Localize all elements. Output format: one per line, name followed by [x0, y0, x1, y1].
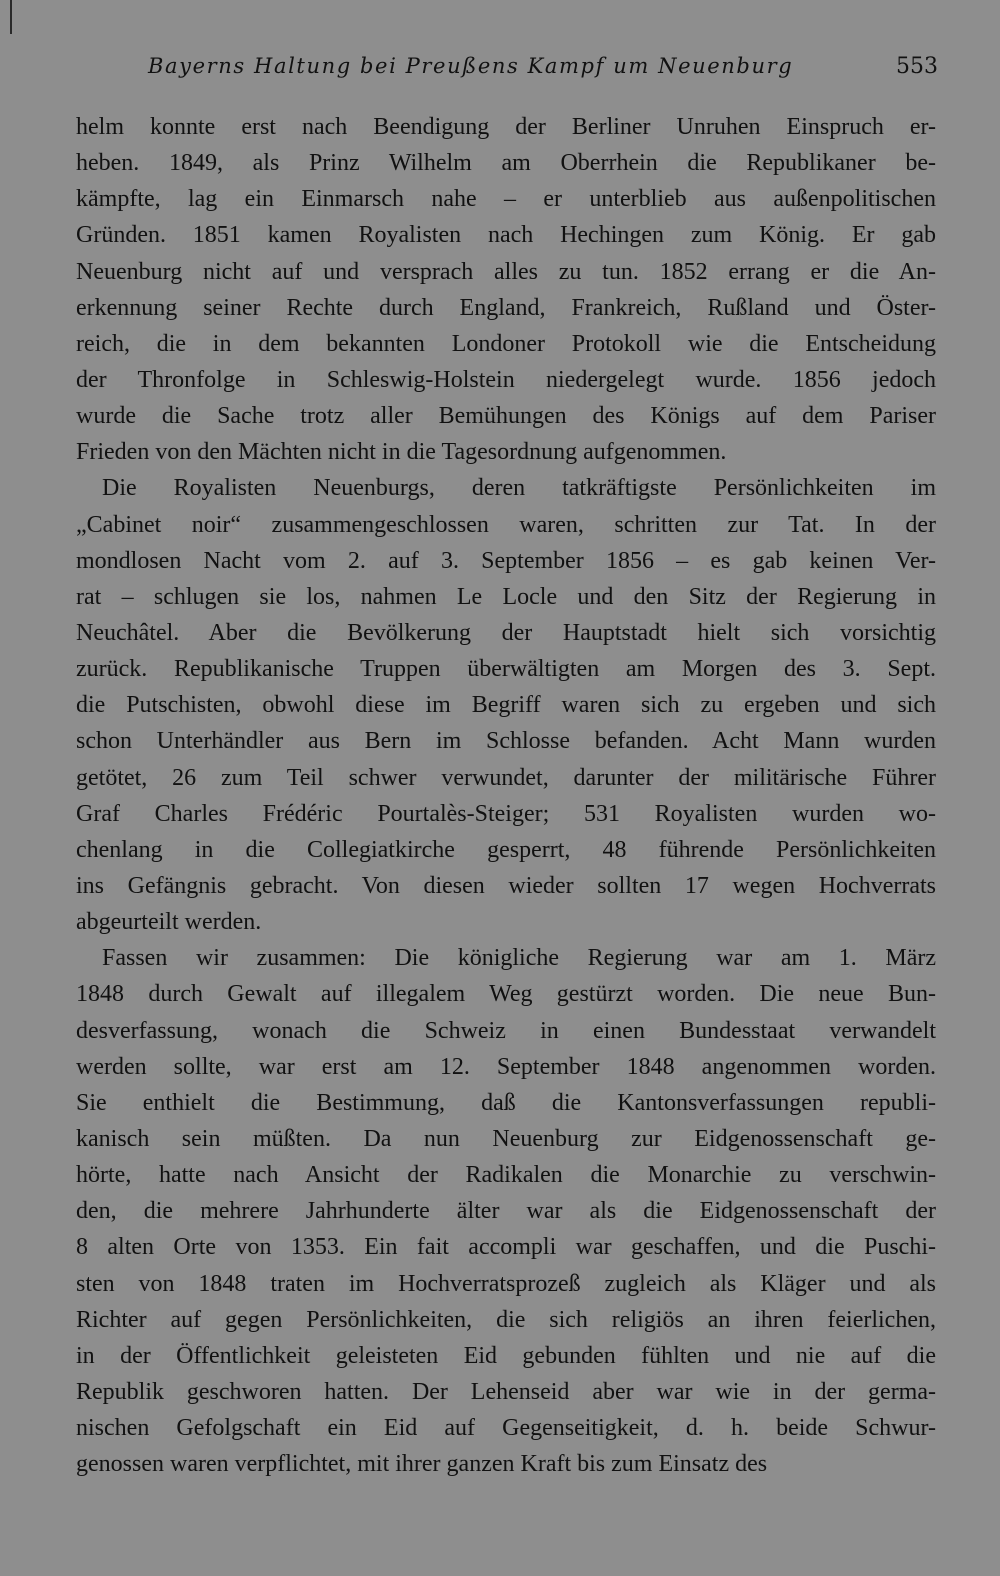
- text-line: Republik geschworen hatten. Der Lehenseid aber war wie in der germa-: [76, 1378, 936, 1405]
- text-line: in der Öffentlichkeit geleisteten Eid gebunden fühlten und nie auf die: [76, 1342, 936, 1369]
- text-line: chenlang in die Collegiatkirche gesperrt, 48 führende Persönlichkeiten: [76, 836, 936, 863]
- text-line: Sie enthielt die Bestimmung, daß die Kantonsverfassungen republi-: [76, 1089, 936, 1116]
- text-line: kanisch sein müßten. Da nun Neuenburg zur Eidgenossenschaft ge-: [76, 1125, 936, 1152]
- running-head-title: Bayerns Haltung bei Preußens Kampf um Neuenburg: [148, 54, 794, 78]
- text-line: erkennung seiner Rechte durch England, Frankreich, Rußland und Öster-: [76, 294, 936, 321]
- text-line: mondlosen Nacht vom 2. auf 3. September 1856 – es gab keinen Ver-: [76, 547, 936, 574]
- text-line: heben. 1849, als Prinz Wilhelm am Oberrhein die Republikaner be-: [76, 150, 936, 177]
- paragraph: [76, 470, 936, 940]
- text-line: Gründen. 1851 kamen Royalisten nach Hechingen zum König. Er gab: [76, 222, 936, 249]
- text-line: die Putschisten, obwohl diese im Begriff waren sich zu ergeben und sich: [76, 692, 936, 719]
- text-line: rat – schlugen sie los, nahmen Le Locle und den Sitz der Regierung in: [76, 583, 936, 610]
- text-line: ins Gefängnis gebracht. Von diesen wieder sollten 17 wegen Hochverrats: [76, 872, 936, 899]
- text-line: werden sollte, war erst am 12. September 1848 angenommen worden.: [76, 1053, 936, 1080]
- running-head: [148, 54, 938, 88]
- text-line: abgeurteilt werden.: [76, 909, 262, 936]
- text-line: 1848 durch Gewalt auf illegalem Weg gestürzt worden. Die neue Bun-: [76, 981, 936, 1008]
- text-line: den, die mehrere Jahrhunderte älter war als die Eidgenossenschaft der: [76, 1198, 936, 1225]
- paragraph: [76, 109, 936, 470]
- text-line: nischen Gefolgschaft ein Eid auf Gegenseitigkeit, d. h. beide Schwur-: [76, 1415, 936, 1442]
- text-line: desverfassung, wonach die Schweiz in einen Bundesstaat verwandelt: [76, 1017, 936, 1044]
- text-line: wurde die Sache trotz aller Bemühungen des Königs auf dem Pariser: [76, 403, 936, 430]
- text-line: Die Royalisten Neuenburgs, deren tatkräftigste Persönlichkeiten im: [102, 475, 936, 502]
- text-line: Graf Charles Frédéric Pourtalès-Steiger; 531 Royalisten wurden wo-: [76, 800, 936, 827]
- text-line: helm konnte erst nach Beendigung der Berliner Unruhen Einspruch er-: [76, 114, 936, 140]
- text-line: 8 alten Orte von 1353. Ein fait accompli war geschaffen, und die Puschi-: [76, 1234, 936, 1261]
- text-line: Fassen wir zusammen: Die königliche Regierung war am 1. März: [102, 945, 936, 972]
- text-line: schon Unterhändler aus Bern im Schlosse befanden. Acht Mann wurden: [76, 728, 936, 755]
- text-line: Neuenburg nicht auf und versprach alles zu tun. 1852 errang er die An-: [76, 258, 936, 285]
- text-line: reich, die in dem bekannten Londoner Protokoll wie die Entscheidung: [76, 330, 936, 357]
- text-line: getötet, 26 zum Teil schwer verwundet, darunter der militärische Führer: [76, 764, 936, 791]
- paragraph: [76, 940, 936, 1482]
- text-line: Richter auf gegen Persönlichkeiten, die sich religiös an ihren feierlichen,: [76, 1306, 936, 1333]
- page-number: 553: [896, 54, 938, 79]
- text-line: „Cabinet noir“ zusammengeschlossen waren, schritten zur Tat. In der: [76, 511, 936, 538]
- text-line: Frieden von den Mächten nicht in die Tagesordnung aufgenommen.: [76, 439, 727, 466]
- body-text: [76, 109, 936, 1482]
- text-line: Neuchâtel. Aber die Bevölkerung der Hauptstadt hielt sich vorsichtig: [76, 619, 936, 646]
- text-line: hörte, hatte nach Ansicht der Radikalen die Monarchie zu verschwin-: [76, 1162, 936, 1189]
- text-line: der Thronfolge in Schleswig-Holstein niedergelegt wurde. 1856 jedoch: [76, 366, 936, 393]
- text-line: sten von 1848 traten im Hochverratsprozeß zugleich als Kläger und als: [76, 1270, 936, 1297]
- scan-edge-mark: [10, 0, 12, 34]
- text-line: zurück. Republikanische Truppen überwältigten am Morgen des 3. Sept.: [76, 656, 936, 683]
- text-line: kämpfte, lag ein Einmarsch nahe – er unterblieb aus außenpolitischen: [76, 186, 936, 213]
- text-line: genossen waren verpflichtet, mit ihrer ganzen Kraft bis zum Einsatz des: [76, 1451, 768, 1478]
